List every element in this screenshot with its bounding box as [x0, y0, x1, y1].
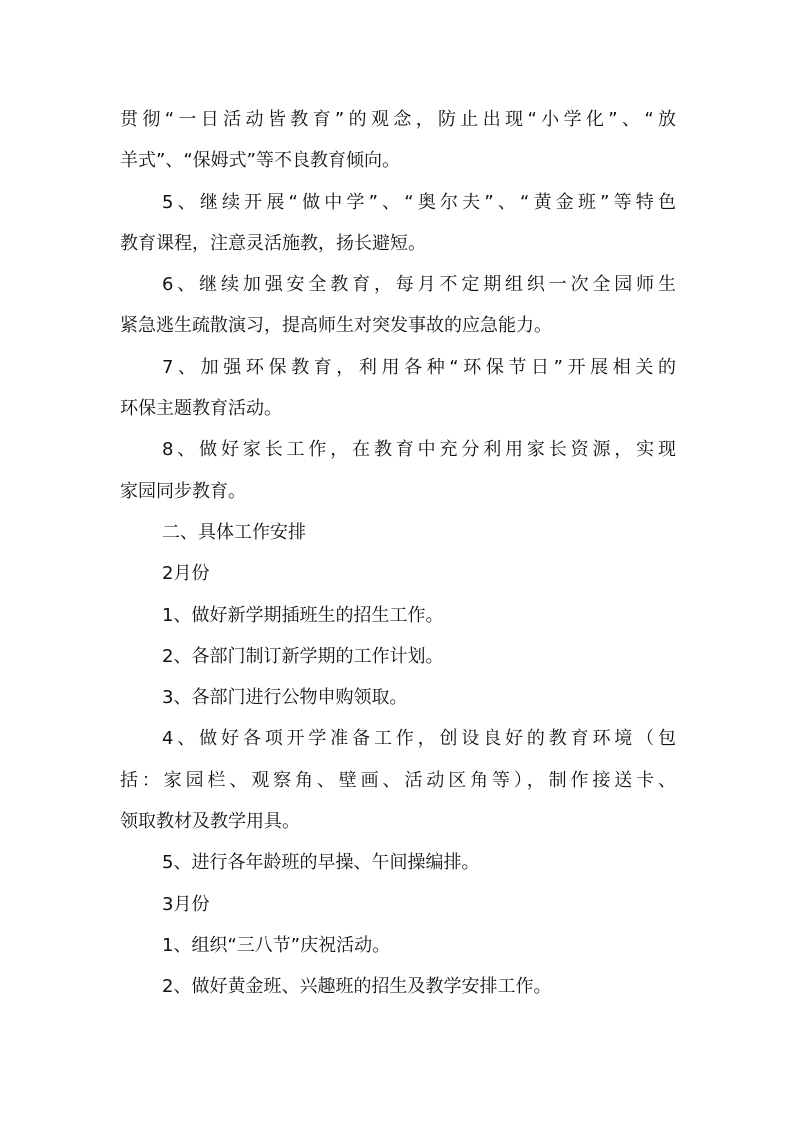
text-line: 羊式”、“保姆式”等不良教育倾向。 — [120, 150, 400, 172]
task-item: 2、做好黄金班、兴趣班的招生及教学安排工作。 — [162, 976, 552, 998]
task-item: 5、进行各年龄班的早操、午间操编排。 — [162, 852, 480, 874]
section-heading: 二、具体工作安排 — [162, 521, 306, 543]
task-item: 2、各部门制订新学期的工作计划。 — [162, 645, 444, 667]
text-line: 环保主题教育活动。 — [120, 398, 282, 420]
text-line: 紧急逃生疏散演习，提高师生对突发事故的应急能力。 — [120, 315, 552, 337]
task-item: 1、做好新学期插班生的招生工作。 — [162, 604, 444, 626]
month-heading: 3月份 — [162, 893, 210, 915]
text-line: 括：家园栏、观察角、壁画、活动区角等），制作接送卡、 — [120, 769, 676, 791]
document-body — [120, 99, 676, 1008]
list-item-8-line: 8、做好家长工作，在教育中充分利用家长资源，实现 — [162, 439, 676, 461]
task-item: 1、组织“三八节”庆祝活动。 — [162, 934, 391, 956]
text-line: 领取教材及教学用具。 — [120, 811, 300, 833]
list-item-5-line: 5、继续开展“做中学”、“奥尔夫”、“黄金班”等特色 — [162, 191, 676, 213]
month-heading: 2月份 — [162, 563, 210, 585]
text-line: 家园同步教育。 — [120, 480, 246, 502]
text-line: 贯彻“一日活动皆教育”的观念，防止出现“小学化”、“放 — [120, 109, 676, 130]
list-item-6-line: 6、继续加强安全教育，每月不定期组织一次全园师生 — [162, 274, 676, 296]
text-line: 教育课程，注意灵活施教，扬长避短。 — [120, 232, 426, 254]
task-item: 4、做好各项开学准备工作，创设良好的教育环境（包 — [162, 728, 676, 750]
list-item-7-line: 7、加强环保教育，利用各种“环保节日”开展相关的 — [162, 356, 676, 378]
task-item: 3、各部门进行公物申购领取。 — [162, 687, 408, 709]
